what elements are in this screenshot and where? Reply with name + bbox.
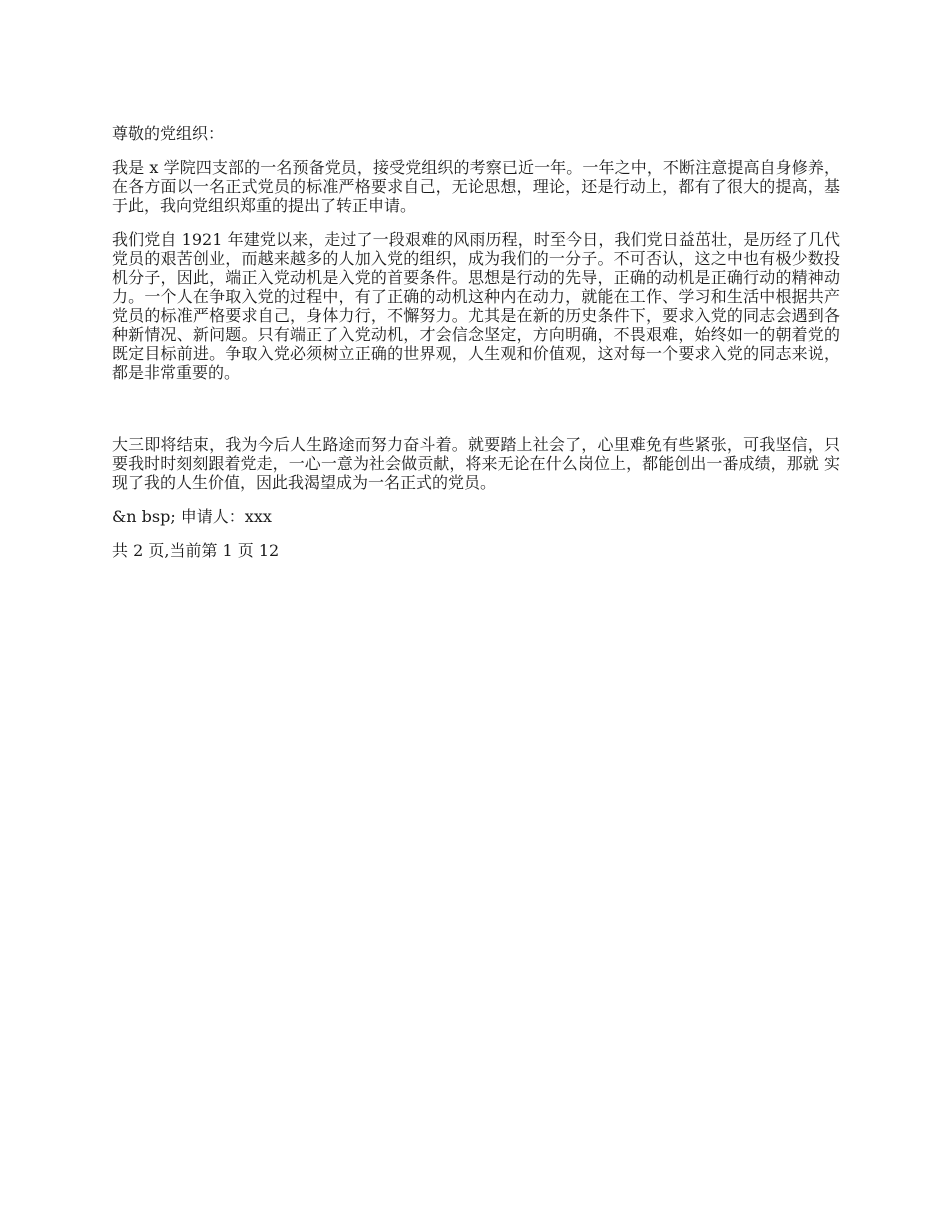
page-footer: 共 2 页,当前第 1 页 12 (112, 541, 280, 560)
signature-line: &n bsp; 申请人：xxx (112, 507, 272, 526)
salutation: 尊敬的党组织： (112, 124, 225, 143)
paragraph-1: 我是 x 学院四支部的一名预备党员，接受党组织的考察已近一年。一年之中，不断注意提高自身修养，在各方面以一名正式党员的标准严格要求自己，无论思想，理论，还是行动上，都有了很大的提高，基于此，我向党组织郑重的提出了转正申请。 (112, 158, 840, 215)
document-body (112, 124, 840, 560)
paragraph-2: 我们党自 1921 年建党以来，走过了一段艰难的风雨历程，时至今日，我们党日益茁壮，是历经了几代党员的艰苦创业，而越来越多的人加入党的组织，成为我们的一分子。不可否认，这之中也有极少数投机分子，因此，端正入党动机是入党的首要条件。思想是行动的先导，正确的动机是正确行动的精神动力。一个人在争取入党的过程中，有了正确的动机这种内在动力，就能在工作、学习和生活中根据共产党员的标准严格要求自己，身体力行，不懈努力。尤其是在新的历史条件下，要求入党的同志会遇到各种新情况、新问题。只有端正了入党动机，才会信念坚定，方向明确，不畏艰难，始终如一的朝着党的既定目标前进。争取入党必须树立正确的世界观，人生观和价值观，这对每一个要求入党的同志来说，都是非常重要的。 (112, 230, 840, 382)
paragraph-3: 大三即将结束，我为今后人生路途而努力奋斗着。就要踏上社会了，心里难免有些紧张，可我坚信，只要我时时刻刻跟着党走，一心一意为社会做贡献，将来无论在什么岗位上，都能创出一番成绩，那就 实现了我的人生价值，因此我渴望成为一名正式的党员。 (112, 435, 840, 492)
